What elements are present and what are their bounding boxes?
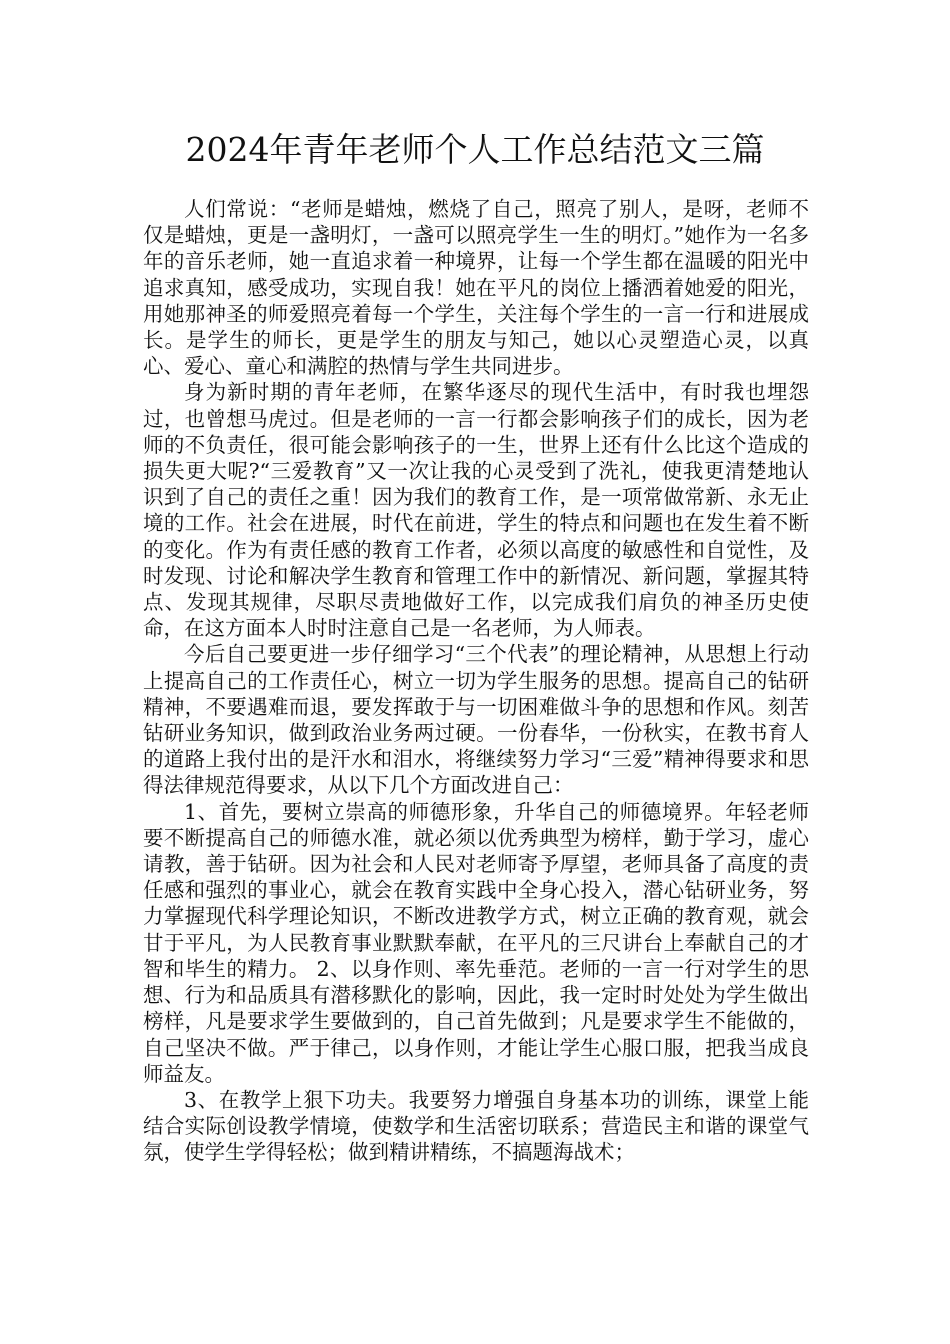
document-body — [143, 196, 809, 1166]
paragraph: 1、首先，要树立崇高的师德形象，升华自己的师德境界。年轻老师要不断提高自己的师德水准，就必须以优秀典型为榜样，勤于学习，虚心请教，善于钻研。因为社会和人民对老师寄予厚望，老师具备了高度的责任感和强烈的事业心，就会在教育实践中全身心投入，潜心钻研业务，努力掌握现代科学理论知识，不断改进教学方式，树立正确的教育观，就会甘于平凡，为人民教育事业默默奉献，在平凡的三尺讲台上奉献自己的才智和毕生的精力。 2、以身作则、率先垂范。老师的一言一行对学生的思想、行为和品质具有潜移默化的影响，因此，我一定时时处处为学生做出榜样，凡是要求学生要做到的，自己首先做到；凡是要求学生不能做的，自己坚决不做。严于律己，以身作则，才能让学生心服口服，把我当成良师益友。 — [143, 799, 809, 1086]
paragraph: 今后自己要更进一步仔细学习“三个代表”的理论精神，从思想上行动上提高自己的工作责任心，树立一切为学生服务的思想。提高自己的钻研精神，不要遇难而退，要发挥敢于与一切困难做斗争的思想和作风。刻苦钻研业务知识，做到政治业务两过硬。一份春华，一份秋实，在教书育人的道路上我付出的是汗水和泪水，将继续努力学习“三爱”精神得要求和思得法律规范得要求，从以下几个方面改进自己： — [143, 642, 809, 798]
document-title: 2024年青年老师个人工作总结范文三篇 — [185, 130, 765, 169]
paragraph: 3、在教学上狠下功夫。我要努力增强自身基本功的训练，课堂上能结合实际创设教学情境，使数学和生活密切联系；营造民主和谐的课堂气氛，使学生学得轻松；做到精讲精练，不搞题海战术； — [143, 1087, 809, 1165]
paragraph: 身为新时期的青年老师，在繁华逐尽的现代生活中，有时我也埋怨过，也曾想马虎过。但是老师的一言一行都会影响孩子们的成长，因为老师的不负责任，很可能会影响孩子的一生，世界上还有什么比这个造成的损失更大呢?“三爱教育”又一次让我的心灵受到了洗礼，使我更清楚地认识到了自己的责任之重！因为我们的教育工作，是一项常做常新、永无止境的工作。社会在进展，时代在前进，学生的特点和问题也在发生着不断的变化。作为有责任感的教育工作者，必须以高度的敏感性和自觉性，及时发现、讨论和解决学生教育和管理工作中的新情况、新问题，掌握其特点、发现其规律，尽职尽责地做好工作，以完成我们肩负的神圣历史使命，在这方面本人时时注意自己是一名老师，为人师表。 — [143, 380, 809, 641]
paragraph: 人们常说：“老师是蜡烛，燃烧了自己，照亮了别人，是呀，老师不仅是蜡烛，更是一盏明灯，一盏可以照亮学生一生的明灯。”她作为一名多年的音乐老师，她一直追求着一种境界，让每一个学生都在温暖的阳光中追求真知，感受成功，实现自我！她在平凡的岗位上播洒着她爱的阳光，用她那神圣的师爱照亮着每一个学生，关注每个学生的一言一行和进展成长。是学生的师长，更是学生的朋友与知己，她以心灵塑造心灵，以真心、爱心、童心和满腔的热情与学生共同进步。 — [143, 197, 809, 379]
